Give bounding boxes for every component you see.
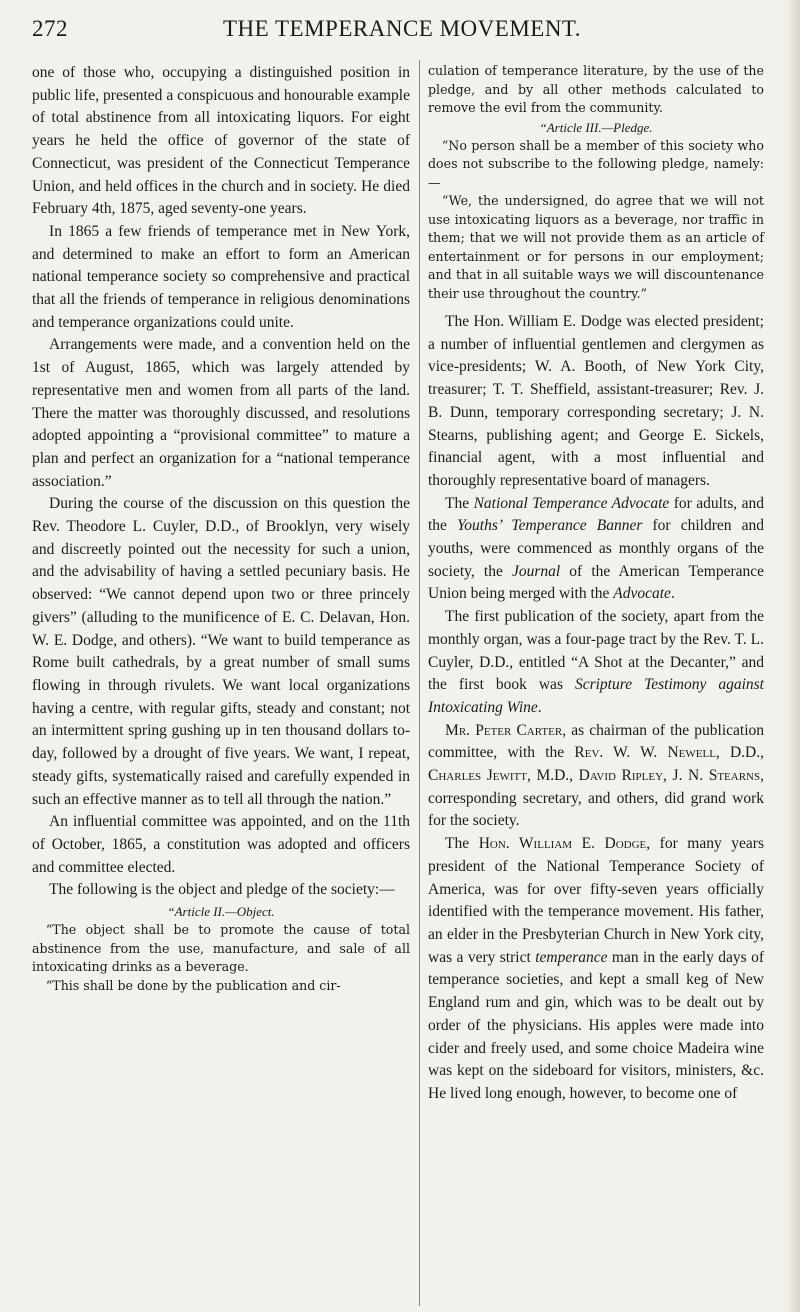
quoted-paragraph: “We, the undersigned, do agree that we will not use intoxicating liquors as a beverage, nor traffic in them; that we will not provide them as an article of entertainment or for persons in our employment; and that in all suitable ways we will discountenance their use throughout the country.” bbox=[428, 193, 764, 301]
paragraph: The first publication of the society, apart from the monthly organ, was a four-page tract by the Rev. T. L. Cuyler, D.D., entitled “A Shot at the Decanter,” and the first book was Scripture Testimony against Intoxicating Wine. bbox=[428, 608, 764, 716]
paragraph: During the course of the discussion on this question the Rev. Theodore L. Cuyler, D.D., of Brooklyn, very wisely and discreetly pointed out the necessity for such a union, and the advisability of having a settled pecuniary basis. He observed: “We cannot depend upon two or three princely givers” (alluding to the munificence of E. C. Delavan, Hon. W. E. Dodge, and others). “We want to build temperance as Rome built cathedrals, by a great number of small sums flowing in through rivulets. We want local organizations having a centre, with regular gifts, steady and constant; not an intermittent spring gushing up in ten thousand dollars to-day, followed by a drought of five years. We want, I repeat, steady gifts, systematically raised and carefully expended in such an effective manner as to tell all through the nation.” bbox=[32, 495, 410, 808]
paragraph: An influential committee was appointed, and on the 11th of October, 1865, a constitution was adopted and officers and committee elected. bbox=[32, 813, 410, 876]
page-number: 272 bbox=[32, 16, 68, 41]
quoted-paragraph: “This shall be done by the publication and cir- bbox=[45, 977, 341, 993]
paragraph: The following is the object and pledge of the society:— bbox=[49, 881, 395, 899]
paragraph: one of those who, occupying a distinguished position in public life, presented a conspicuous and honourable example of total abstinence from all intoxicating liquors. For eight years he held the office of governor of the state of Connecticut, was president of the Connecticut Temperance Union, and held offices in the church and in society. He died February 4th, 1875, aged seventy-one years. bbox=[32, 64, 410, 218]
quoted-paragraph: “The object shall be to promote the cause of total abstinence from the use, manufacture, and sale of all intoxicating drinks as a beverage. bbox=[32, 922, 410, 975]
right-column bbox=[428, 62, 764, 1106]
paragraph: Mr. Peter Carter, as chairman of the publication committee, with the Rev. W. W. Newell, D.D., Charles Jewitt, M.D., David Ripley, J. N. Stearns, corresponding secretary, and others, did grand work for the society. bbox=[428, 721, 765, 830]
column-divider bbox=[419, 60, 420, 1306]
running-title: THE TEMPERANCE MOVEMENT. bbox=[222, 16, 582, 41]
left-column bbox=[32, 62, 410, 995]
article-heading: “Article II.—Object. bbox=[167, 904, 275, 920]
paragraph: In 1865 a few friends of temperance met in New York, and determined to make an effort to form an American national temperance society so comprehensive and practical that all the friends of temperance in religious denominations and temperance organizations could unite. bbox=[32, 222, 410, 331]
article-heading: “Article III.—Pledge. bbox=[539, 119, 653, 135]
paragraph: The National Temperance Advocate for adults, and the Youths’ Temperance Banner for children and youths, were commenced as monthly organs of the society, the Journal of the American Temperance Union being merged with the Advocate. bbox=[428, 494, 764, 603]
paragraph: The Hon. William E. Dodge, for many years president of the National Temperance Society of America, was for over fifty-seven years officially identified with the temperance movement. His father, an elder in the Presbyterian Church in New York city, was a very strict temperance man in the early days of temperance societies, and kept a small keg of New England rum and gin, which was to be dealt out by order of the physicians. His apples were made into cider and freely used, and some choice Madeira wine was kept on the sideboard for visitors, ministers, &c. He lived long enough, however, to become one of bbox=[428, 835, 764, 1102]
page-edge-shadow bbox=[786, 0, 800, 1312]
quoted-paragraph: “No person shall be a member of this society who does not subscribe to the following pledge, namely:— bbox=[428, 137, 764, 190]
paragraph: Arrangements were made, and a convention held on the 1st of August, 1865, which was largely attended by representative men and women from all parts of the land. There the matter was thoroughly discussed, and resolutions adopted appointing a “provisional committee” to mature a plan and perfect an organization for a “national temperance association.” bbox=[32, 336, 410, 490]
running-header bbox=[32, 16, 772, 50]
quoted-paragraph: culation of temperance literature, by the use of the pledge, and by all other methods calculated to remove the evil from the community. bbox=[428, 63, 764, 115]
paragraph: The Hon. William E. Dodge was elected president; a number of influential gentlemen and clergymen as vice-presidents; W. A. Booth, of New York City, treasurer; T. T. Sheffield, assistant-treasurer; Rev. J. B. Dunn, temporary corresponding secretary; J. N. Stearns, publishing agent; and George E. Sickels, financial agent, with a most influential and thoroughly representative board of managers. bbox=[428, 313, 764, 489]
